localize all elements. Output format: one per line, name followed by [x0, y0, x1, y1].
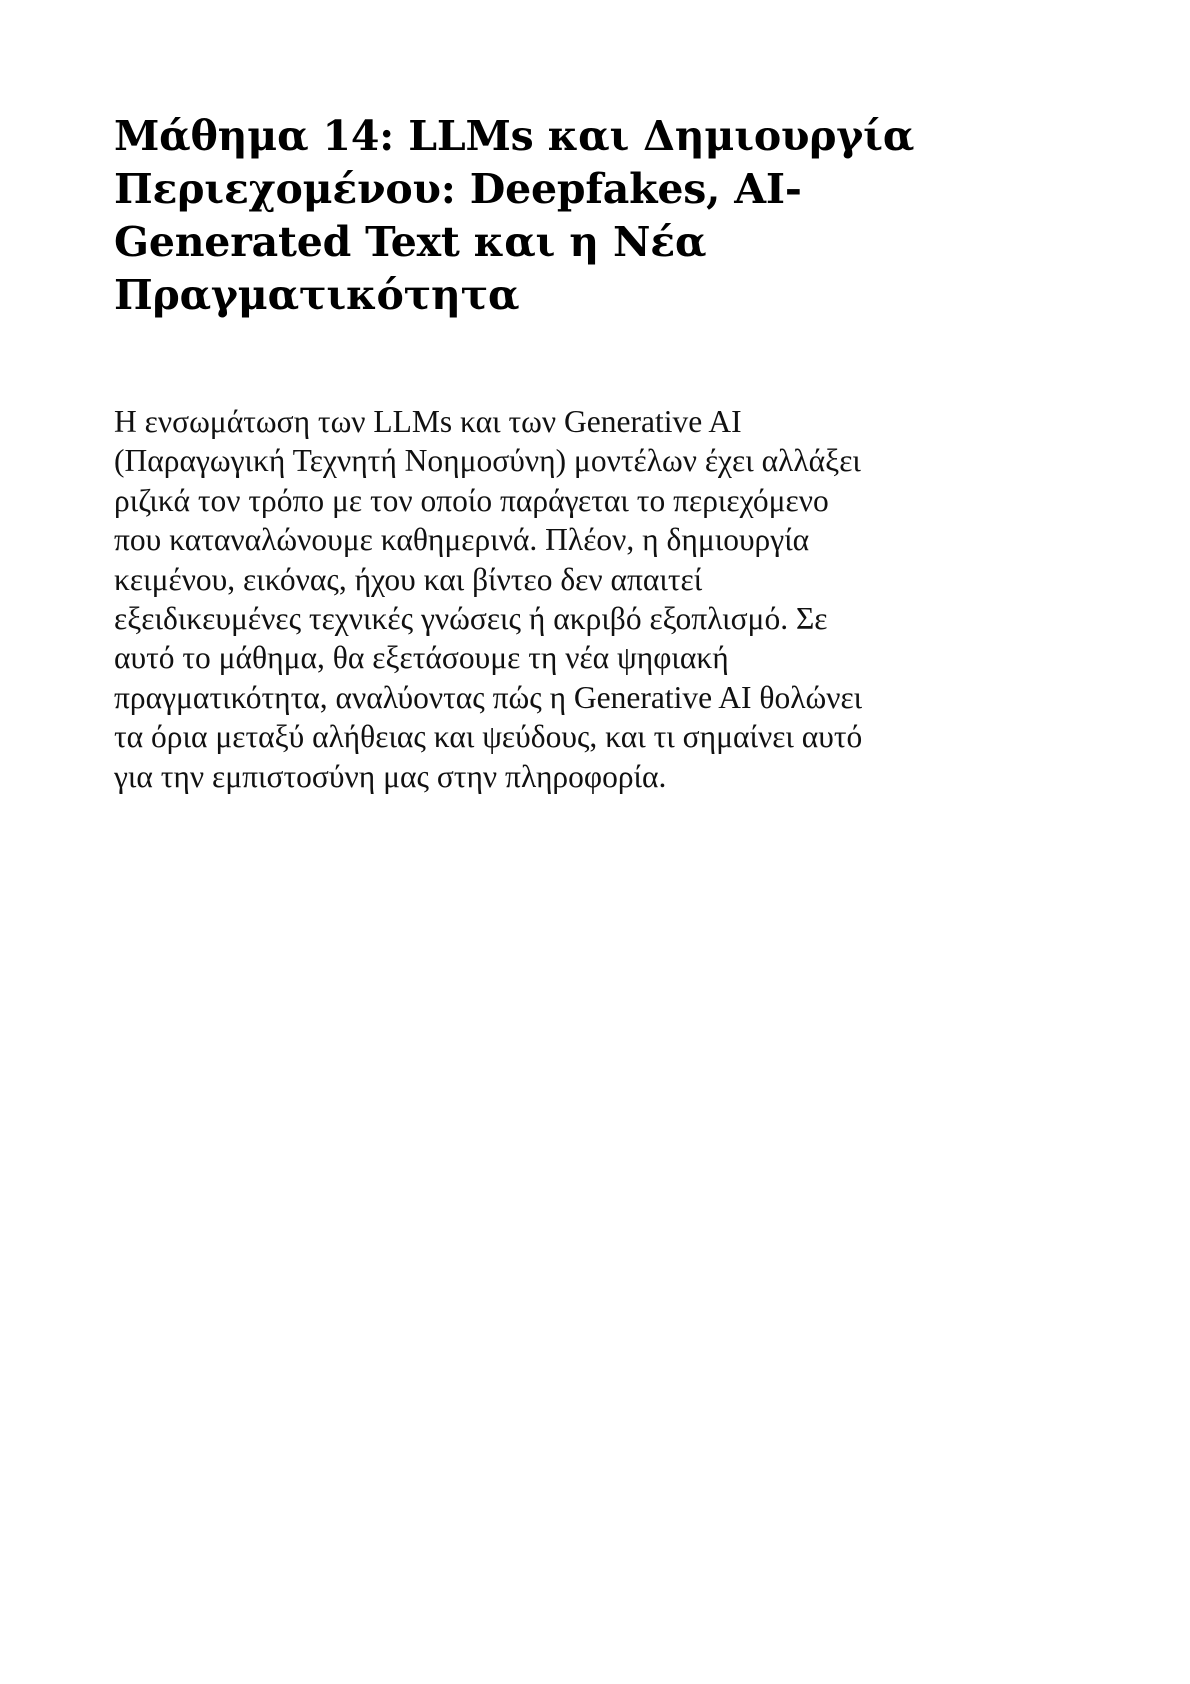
page-content — [114, 110, 1074, 794]
intro-paragraph — [114, 402, 862, 796]
paragraph-line: Η ενσωμάτωση των LLMs και των Generative AI — [114, 404, 742, 439]
title-line: Generated Text και η Νέα — [114, 218, 707, 266]
paragraph-line: που καταναλώνουμε καθημερινά. Πλέον, η δημιουργία — [114, 522, 810, 558]
paragraph-line: (Παραγωγική Τεχνητή Νοημοσύνη) μοντέλων έχει αλλάξει — [114, 443, 861, 479]
paragraph-line: ριζικά τον τρόπο με τον οποίο παράγεται το περιεχόμενο — [114, 482, 829, 518]
paragraph-line: κειμένου, εικόνας, ήχου και βίντεο δεν απαιτεί — [114, 561, 703, 597]
title-line: Πραγματικότητα — [114, 271, 520, 319]
paragraph-line: πραγματικότητα, αναλύοντας πώς η Generative AI θολώνει — [114, 679, 863, 715]
lesson-title — [114, 110, 1074, 322]
paragraph-line: αυτό το μάθημα, θα εξετάσουμε τη νέα ψηφιακή — [114, 640, 729, 676]
title-line: Μάθημα 14: LLMs και Δημιουργία — [114, 112, 915, 160]
paragraph-line: για την εμπιστοσύνη μας στην πληροφορία. — [114, 758, 667, 794]
title-line: Περιεχομένου: Deepfakes, AI- — [114, 165, 802, 213]
paragraph-line: εξειδικευμένες τεχνικές γνώσεις ή ακριβό εξοπλισμό. Σε — [114, 601, 828, 637]
paragraph-line: τα όρια μεταξύ αλήθειας και ψεύδους, και τι σημαίνει αυτό — [114, 719, 863, 755]
